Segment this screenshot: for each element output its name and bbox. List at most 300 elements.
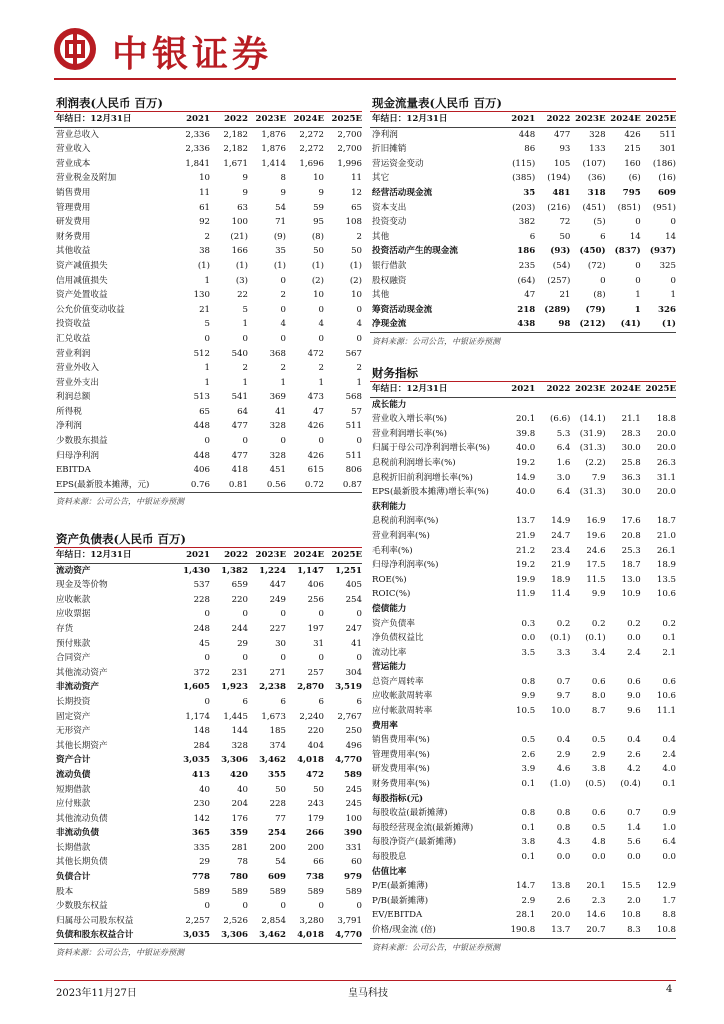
value-cell: 5.6: [627, 837, 641, 848]
value-cell: (212): [570, 317, 605, 332]
value-cell: 0.2: [591, 618, 606, 629]
value-cell: 10.8: [641, 923, 676, 938]
row-label: 其他流动负债: [56, 813, 108, 824]
value-cell: 0: [204, 696, 210, 707]
table-row: [370, 821, 676, 836]
value-cell: 31.1: [656, 472, 676, 483]
value-cell: 77: [275, 813, 286, 824]
value-cell: 6.4: [662, 837, 676, 848]
value-cell: 35: [275, 246, 286, 257]
value-cell: 0.6: [627, 676, 641, 687]
table-row: [54, 259, 362, 274]
value-cell: 21.9: [551, 560, 571, 571]
value-cell: 0.1: [521, 822, 536, 833]
table-row: [54, 768, 362, 783]
table-row: [54, 317, 362, 332]
table-row: [54, 637, 362, 652]
header-year-cell: 2024E: [286, 548, 324, 563]
value-cell: 20.0: [656, 428, 676, 439]
row-label: 少数股东损益: [56, 436, 108, 447]
value-cell: [641, 865, 676, 880]
table-row: [54, 142, 362, 157]
value-cell: 589: [231, 886, 248, 897]
header-year-cell: 2021: [500, 382, 535, 397]
value-cell: 166: [231, 246, 248, 257]
table-row: [54, 826, 362, 841]
value-cell: 328: [269, 421, 286, 432]
value-cell: 3,035: [172, 928, 210, 943]
value-cell: 0.1: [521, 779, 536, 790]
table-row: [370, 471, 676, 486]
value-cell: 16.9: [586, 516, 606, 527]
row-label: 归母净利润: [56, 450, 99, 461]
value-cell: 284: [193, 740, 210, 751]
row-label: 营业成本: [56, 158, 91, 169]
table-row: [54, 449, 362, 464]
value-cell: 6.4: [556, 487, 571, 498]
value-cell: 54: [275, 857, 286, 868]
table-row: [54, 739, 362, 754]
value-cell: 304: [345, 667, 362, 678]
row-label: P/B(最新摊薄): [372, 895, 429, 906]
value-cell: 281: [231, 842, 248, 853]
value-cell: 0.2: [627, 618, 641, 629]
value-cell: (937): [649, 246, 676, 257]
value-cell: [535, 660, 570, 675]
value-cell: 14.9: [516, 472, 536, 483]
value-cell: 12.9: [656, 881, 676, 892]
value-cell: 4,018: [286, 928, 324, 943]
value-cell: (14.1): [579, 414, 606, 425]
value-cell: 228: [193, 594, 210, 605]
value-cell: 19.6: [586, 530, 606, 541]
footer-rule: [54, 980, 676, 981]
value-cell: 13.7: [516, 516, 536, 527]
value-cell: 2,272: [299, 144, 324, 155]
value-cell: 40.0: [516, 487, 536, 498]
value-cell: 0: [204, 653, 210, 664]
value-cell: 2.9: [591, 749, 606, 760]
value-cell: 6: [318, 696, 324, 707]
value-cell: [606, 719, 641, 734]
value-cell: (8): [593, 290, 606, 301]
value-cell: 0: [204, 609, 210, 620]
value-cell: 218: [517, 304, 536, 315]
row-label: 合同资产: [56, 653, 91, 664]
value-cell: 406: [193, 465, 210, 476]
value-cell: 17.5: [586, 560, 606, 571]
value-cell: 806: [345, 465, 362, 476]
value-cell: 420: [230, 769, 248, 780]
financial-metrics-panel: [370, 364, 676, 953]
value-cell: 18.9: [551, 574, 571, 585]
value-cell: 8.7: [591, 706, 606, 717]
value-cell: 235: [518, 260, 536, 271]
value-cell: 2.6: [556, 895, 571, 906]
value-cell: 0.4: [627, 735, 641, 746]
value-cell: 511: [659, 129, 676, 140]
value-cell: 477: [231, 421, 248, 432]
balance-sheet-title: 资产负债表(人民币 百万): [54, 530, 362, 548]
value-cell: 2.0: [627, 895, 641, 906]
table-row: [370, 244, 676, 259]
table-header-row: [370, 382, 676, 397]
value-cell: [500, 792, 535, 807]
table-row: [54, 171, 362, 186]
value-cell: 21.2: [516, 545, 536, 556]
value-cell: 14.9: [551, 516, 571, 527]
header-label-cell: 年结日：12月31日: [54, 112, 172, 127]
value-cell: 0.0: [627, 633, 641, 644]
header-rule: [54, 78, 676, 80]
value-cell: 10.8: [621, 910, 641, 921]
value-cell: (79): [585, 304, 606, 315]
value-cell: (451): [582, 202, 606, 213]
value-cell: 6: [356, 696, 362, 707]
value-cell: 1,696: [299, 158, 324, 169]
row-label: 非流动资产: [56, 682, 99, 693]
value-cell: 10: [351, 290, 362, 301]
table-row: [370, 748, 676, 763]
value-cell: 40: [199, 784, 210, 795]
value-cell: 133: [589, 144, 606, 155]
value-cell: 3,462: [259, 755, 286, 766]
value-cell: 589: [307, 886, 324, 897]
value-cell: 365: [192, 828, 210, 839]
value-cell: 2,336: [185, 129, 210, 140]
value-cell: 2.3: [591, 895, 606, 906]
value-cell: (1): [349, 260, 362, 271]
value-cell: 3,462: [248, 928, 286, 943]
row-label: 总资产周转率: [372, 676, 424, 687]
value-cell: 3.8: [591, 764, 606, 775]
value-cell: 0: [318, 653, 324, 664]
value-cell: 2,854: [261, 915, 286, 926]
value-cell: 11.5: [586, 574, 606, 585]
value-cell: 2,870: [297, 682, 324, 693]
row-label: 应付账款: [56, 799, 91, 810]
table-row: [54, 186, 362, 201]
value-cell: 26.3: [656, 457, 676, 468]
row-label: 流动资产: [56, 565, 91, 576]
value-cell: 50: [351, 246, 362, 257]
table-row: [370, 274, 676, 289]
value-cell: 13.5: [656, 574, 676, 585]
value-cell: 0.0: [556, 852, 571, 862]
value-cell: (31.3): [579, 443, 606, 454]
value-cell: 1,605: [183, 682, 210, 693]
value-cell: [500, 719, 535, 734]
value-cell: 2.6: [521, 749, 536, 760]
value-cell: 190.8: [500, 923, 535, 938]
value-cell: 3.4: [591, 647, 606, 658]
table-header-row: [54, 112, 362, 127]
row-label: 资产处置收益: [56, 290, 108, 301]
value-cell: 21.9: [516, 530, 536, 541]
value-cell: 18.7: [656, 516, 676, 527]
value-cell: 0.56: [248, 478, 286, 493]
row-label: 管理费用率(%): [372, 749, 430, 760]
value-cell: 496: [345, 740, 362, 751]
table-row: [370, 733, 676, 748]
value-cell: 248: [193, 623, 210, 634]
value-cell: 0.6: [591, 808, 606, 819]
value-cell: 2,700: [337, 144, 362, 155]
table-row: [370, 317, 676, 332]
value-cell: 1.7: [662, 895, 676, 906]
value-cell: 4.0: [662, 764, 676, 775]
value-cell: 0.7: [627, 808, 641, 819]
row-label: 利润总额: [56, 392, 91, 403]
value-cell: 108: [345, 217, 362, 228]
row-label: 偿债能力: [372, 603, 407, 614]
value-cell: [570, 660, 605, 675]
table-row: [54, 347, 362, 362]
value-cell: 4.8: [591, 837, 606, 848]
table-row: [54, 563, 362, 578]
table-row: [54, 797, 362, 812]
row-label: 营业利润: [56, 348, 91, 359]
value-cell: 738: [306, 872, 324, 883]
value-cell: (41): [606, 317, 641, 332]
value-cell: 1,996: [337, 158, 362, 169]
value-cell: 3,306: [210, 928, 248, 943]
table-row: [370, 704, 676, 719]
cash-flow-panel: [370, 94, 676, 347]
value-cell: [570, 865, 605, 880]
table-row: [54, 855, 362, 870]
value-cell: 31: [313, 638, 324, 649]
row-label: 营业税金及附加: [56, 173, 117, 184]
value-cell: 2,526: [223, 915, 248, 926]
value-cell: 0: [242, 436, 248, 447]
table-row: [370, 850, 676, 865]
value-cell: 473: [307, 392, 324, 403]
value-cell: 30: [275, 638, 286, 649]
value-cell: 0: [318, 901, 324, 912]
value-cell: 14: [665, 231, 676, 242]
footer-date: 2023年11月27日: [56, 988, 137, 999]
row-label: 短期借款: [56, 784, 91, 795]
header-year-cell: 2023E: [248, 112, 286, 127]
value-cell: 93: [559, 144, 571, 155]
value-cell: 477: [231, 450, 248, 461]
value-cell: 11: [199, 187, 210, 198]
value-cell: 609: [658, 187, 676, 198]
table-row: [54, 303, 362, 318]
value-cell: (385): [512, 173, 536, 184]
income-statement-title: 利润表(人民币 百万): [54, 94, 362, 112]
value-cell: 71: [275, 217, 286, 228]
value-cell: 0.87: [324, 478, 362, 493]
value-cell: 0: [242, 609, 248, 620]
value-cell: 6: [242, 696, 248, 707]
header-year-cell: 2022: [535, 382, 570, 397]
value-cell: 0: [670, 275, 676, 286]
value-cell: (2.2): [585, 457, 606, 468]
value-cell: 1: [280, 377, 286, 388]
table-row: [54, 157, 362, 172]
value-cell: 3,280: [299, 915, 324, 926]
value-cell: 511: [345, 421, 362, 432]
table-row: [370, 587, 676, 602]
value-cell: 11.9: [516, 589, 536, 600]
value-cell: 418: [231, 465, 248, 476]
value-cell: 2.4: [627, 647, 641, 658]
header-label-cell: 年结日：12月31日: [54, 548, 172, 563]
value-cell: 10.0: [551, 706, 571, 717]
row-label: 归属于母公司净利润增长率(%): [372, 443, 490, 454]
table-row: [54, 870, 362, 885]
value-cell: 328: [231, 740, 248, 751]
table-row: [370, 397, 676, 412]
value-cell: 472: [307, 348, 324, 359]
row-label: 应收帐款: [56, 594, 91, 605]
table-row: [370, 215, 676, 230]
row-label: 股本: [56, 886, 74, 897]
row-label: 归母净利润率(%): [372, 560, 439, 571]
value-cell: 1,224: [259, 565, 286, 576]
value-cell: 2,238: [259, 682, 286, 693]
value-cell: 0.0: [521, 633, 536, 644]
table-row: [370, 544, 676, 559]
value-cell: (93): [550, 246, 571, 257]
row-label: 估值比率: [372, 866, 407, 877]
row-label: 成长能力: [372, 399, 407, 410]
value-cell: 589: [345, 886, 362, 897]
row-label: 价格/现金流 (倍): [370, 923, 500, 938]
value-cell: 1,841: [185, 158, 210, 169]
table-row: [54, 914, 362, 929]
row-label: EV/EBITDA: [372, 910, 423, 921]
table-row: [54, 666, 362, 681]
value-cell: 92: [199, 217, 210, 228]
value-cell: 0: [242, 333, 248, 344]
value-cell: 40.0: [516, 443, 536, 454]
value-cell: 451: [269, 465, 286, 476]
header-year-cell: 2025E: [324, 548, 362, 563]
value-cell: 481: [552, 187, 571, 198]
value-cell: 22: [237, 290, 248, 301]
value-cell: 472: [306, 769, 324, 780]
table-row: [370, 142, 676, 157]
value-cell: (851): [617, 202, 641, 213]
value-cell: 6.4: [556, 443, 571, 454]
row-label: 净负债权益比: [372, 633, 424, 644]
value-cell: 1,251: [335, 565, 362, 576]
value-cell: [500, 500, 535, 515]
value-cell: 254: [345, 594, 362, 605]
value-cell: 447: [269, 580, 286, 591]
cash-flow-table: [370, 112, 676, 333]
value-cell: 50: [313, 784, 324, 795]
value-cell: 438: [500, 317, 535, 332]
value-cell: 30.0: [621, 443, 641, 454]
value-cell: 331: [345, 842, 362, 853]
value-cell: (31.9): [579, 428, 606, 439]
value-cell: (0.5): [585, 779, 606, 790]
value-cell: 250: [345, 726, 362, 737]
value-cell: (2): [349, 275, 362, 286]
row-label: 无形资产: [56, 726, 91, 737]
value-cell: 0.5: [591, 822, 606, 833]
value-cell: 54: [275, 202, 286, 213]
table-header-row: [370, 112, 676, 127]
table-row: [54, 607, 362, 622]
value-cell: 318: [587, 187, 606, 198]
header-label-cell: 年结日：12月31日: [370, 382, 500, 397]
value-cell: 8.3: [606, 923, 641, 938]
value-cell: 29: [199, 857, 210, 868]
header-year-cell: 2021: [172, 112, 210, 127]
value-cell: 1: [204, 363, 210, 374]
value-cell: 271: [269, 667, 286, 678]
value-cell: 448: [518, 129, 536, 140]
value-cell: 6: [600, 231, 606, 242]
table-row: [54, 812, 362, 827]
value-cell: 2.6: [627, 749, 641, 760]
value-cell: 57: [351, 406, 362, 417]
value-cell: 0.1: [662, 633, 676, 644]
table-row: [54, 885, 362, 900]
value-cell: (8): [311, 231, 324, 242]
value-cell: 266: [306, 828, 324, 839]
value-cell: 3.0: [556, 472, 571, 483]
row-label: 固定资产: [56, 711, 91, 722]
value-cell: 10: [199, 173, 210, 184]
value-cell: 2.4: [662, 749, 676, 760]
header-year-cell: 2022: [535, 112, 570, 127]
value-cell: 778: [192, 872, 210, 883]
table-row: [370, 879, 676, 894]
value-cell: 0.5: [521, 735, 536, 746]
value-cell: [641, 500, 676, 515]
value-cell: 186: [517, 246, 536, 257]
value-cell: 0: [318, 333, 324, 344]
value-cell: 19.2: [516, 457, 536, 468]
value-cell: 11.1: [656, 706, 676, 717]
table-row: [370, 617, 676, 632]
table-row: [370, 719, 676, 734]
value-cell: 335: [193, 842, 210, 853]
balance-sheet-panel: [54, 530, 362, 958]
value-cell: (0.4): [620, 779, 641, 790]
value-cell: 9: [318, 187, 324, 198]
value-cell: 20.0: [551, 910, 571, 921]
table-row: [54, 390, 362, 405]
value-cell: 254: [268, 828, 286, 839]
row-label: 筹资活动现金流: [372, 304, 433, 315]
value-cell: 9.9: [591, 589, 606, 600]
row-label: 营运能力: [372, 662, 407, 673]
value-cell: 2,700: [337, 129, 362, 140]
value-cell: [606, 865, 641, 880]
value-cell: 0.9: [662, 808, 676, 819]
value-cell: 2: [280, 290, 286, 301]
table-row: [54, 274, 362, 289]
table-row: [370, 529, 676, 544]
table-row: [54, 695, 362, 710]
value-cell: 144: [231, 726, 248, 737]
value-cell: 0: [356, 609, 362, 620]
value-cell: 0.2: [662, 618, 676, 629]
value-cell: 13.8: [551, 881, 571, 892]
value-cell: (31.3): [579, 487, 606, 498]
value-cell: 21.1: [621, 414, 641, 425]
value-cell: 0: [204, 436, 210, 447]
value-cell: 328: [589, 129, 606, 140]
value-cell: 355: [268, 769, 286, 780]
